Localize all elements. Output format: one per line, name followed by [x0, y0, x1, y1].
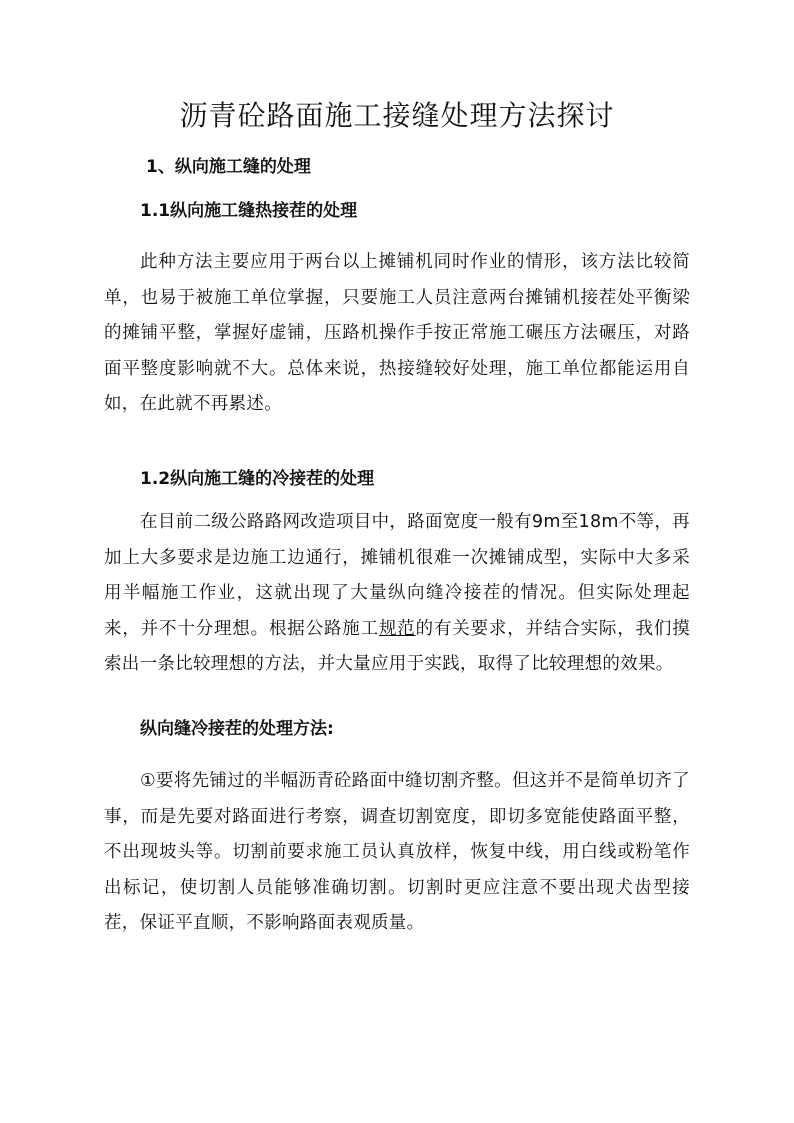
paragraph-cold-joint-text-b: 的有关要求，并结合实际，我们摸索出一条比较理想的方法，并大量应用于实践，取得了比较理想的效果。: [104, 618, 691, 674]
section-heading-1: 1、纵向施工缝的处理: [146, 157, 311, 177]
paragraph-cold-joint-text-a: 在目前二级公路路网改造项目中，路面宽度一般有9m至18m不等，再加上大多要求是边施工边通行，摊铺机很难一次摊铺成型，实际中大多采用半幅施工作业，这就出现了大量纵向缝冷接茬的情况。但实际处理起来，并不十分理想。根据公路施工: [104, 512, 690, 639]
section-heading-1-1: 1.1纵向施工缝热接茬的处理: [140, 201, 358, 221]
method-heading: 纵向缝冷接茬的处理方法:: [140, 719, 334, 739]
paragraph-cold-joint: [104, 505, 690, 683]
document-title: 沥青砼路面施工接缝处理方法探讨: [179, 99, 615, 132]
paragraph-method-step-1: ①要将先铺过的半幅沥青砼路面中缝切割齐整。但这并不是简单切齐了事，而是先要对路面进行考察，调查切割宽度，即切多宽能使路面平整，不出现坡头等。切割前要求施工员认真放样，恢复中线，用白线或粉笔作出标记，使切割人员能够准确切割。切割时更应注意不要出现犬齿型接茬，保证平直顺，不影响路面表观质量。: [104, 771, 690, 933]
link-specification[interactable]: 规范: [378, 618, 416, 639]
section-heading-1-2: 1.2纵向施工缝的冷接茬的处理: [140, 469, 375, 489]
paragraph-hot-joint: 此种方法主要应用于两台以上摊铺机同时作业的情形，该方法比较简单，也易于被施工单位掌握，只要施工人员注意两台摊铺机接茬处平衡梁的摊铺平整，掌握好虚铺，压路机操作手按正常施工碾压方法碾压，对路面平整度影响就不大。总体来说，热接缝较好处理，施工单位都能运用自如，在此就不再累述。: [104, 252, 690, 414]
